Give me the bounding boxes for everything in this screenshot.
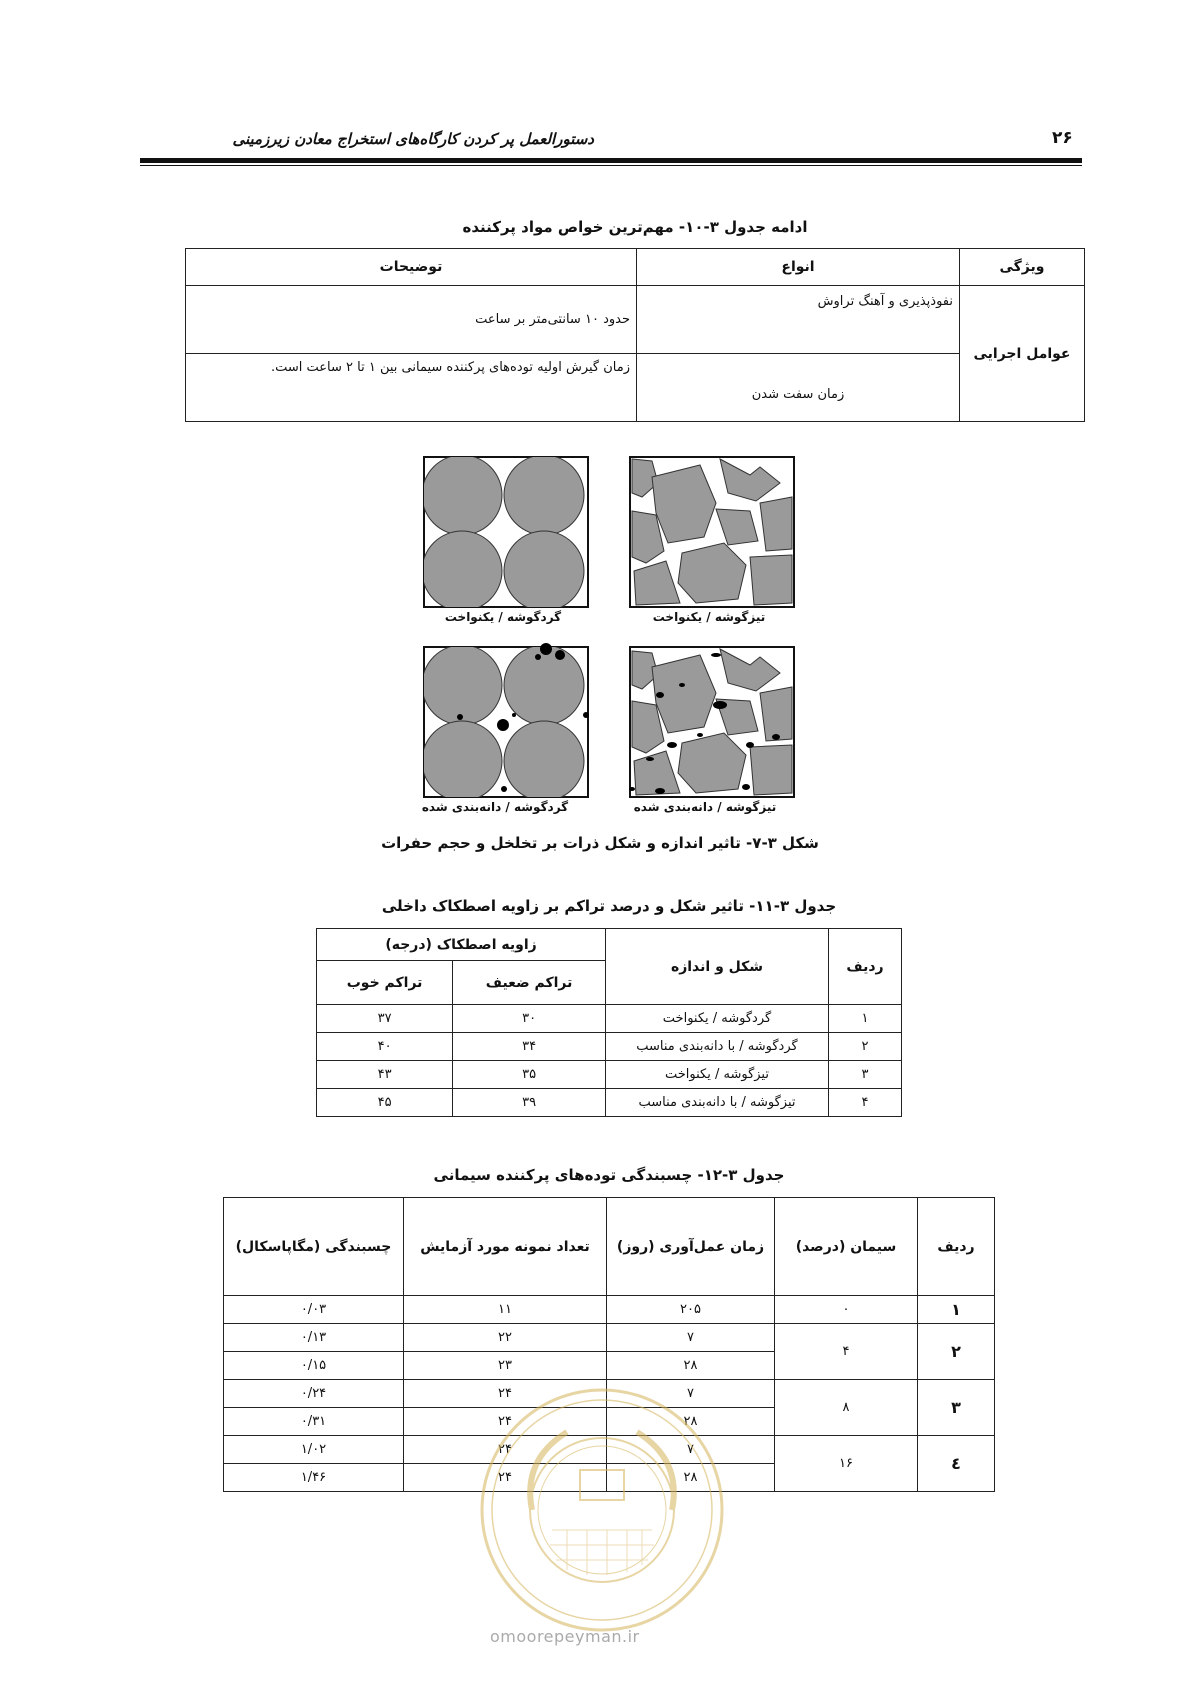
table3-cell-row: ۳ (918, 1380, 995, 1436)
table3-cell-samples: ۲۲ (404, 1324, 607, 1352)
table2-cell-row: ۱ (829, 1005, 902, 1033)
table2-cell-row: ۳ (829, 1061, 902, 1089)
table3-cell-cure: ۷ (607, 1436, 775, 1464)
table2-header-row: ردیف (829, 929, 902, 1005)
table3-cell-cure: ۷ (607, 1380, 775, 1408)
table1 (185, 248, 1085, 422)
header-rule-thick (140, 158, 1082, 163)
rounded-graded-panel (422, 643, 589, 801)
table2-cell-row: ۲ (829, 1033, 902, 1061)
figure-label-angular-graded: تیزگوشه / دانه‌بندی شده (633, 800, 777, 814)
table3-cell-cure: ۲۰۵ (607, 1296, 775, 1324)
table2-cell-good: ۴۳ (317, 1061, 453, 1089)
table1-desc: حدود ۱۰ سانتی‌متر بر ساعت (186, 286, 637, 354)
table3-cell-samples: ۲۳ (404, 1352, 607, 1380)
figure-caption: شکل ۳-۷- تاثیر اندازه و شکل ذرات بر تخلخل و حجم حفرات (381, 834, 819, 852)
table2-cell-weak: ۳۴ (453, 1033, 606, 1061)
angular-uniform-panel (630, 457, 794, 607)
figure-label-rounded-graded: گردگوشه / دانه‌بندی شده (421, 800, 569, 814)
table1-type: زمان سفت شدن (637, 354, 960, 422)
table2-header-good: تراکم خوب (317, 961, 453, 1005)
header-rule-thin (140, 165, 1082, 166)
table3-header-samples: تعداد نمونه مورد آزمایش (404, 1198, 607, 1296)
table3-cell-row: ۱ (918, 1296, 995, 1324)
table1-header-types: انواع (637, 249, 960, 286)
table2-cell-shape: تیزگوشه / یکنواخت (606, 1061, 829, 1089)
table1-desc: زمان گیرش اولیه توده‌های پرکننده سیمانی بین ۱ تا ۲ ساعت است. (186, 354, 637, 422)
table-row (317, 1033, 902, 1061)
table3-cell-samples: ۲۴ (404, 1408, 607, 1436)
watermark-seal-icon (472, 1380, 732, 1640)
table2-cell-good: ۴۰ (317, 1033, 453, 1061)
table3-cell-samples: ۲۴ (404, 1464, 607, 1492)
table-row (317, 1061, 902, 1089)
table1-group-label: عوامل اجرایی (960, 286, 1085, 422)
table2-caption: جدول ۳-۱۱- تاثیر شکل و درصد تراکم بر زاویه اصطکاک داخلی (381, 897, 837, 915)
table2-header-shape: شکل و اندازه (606, 929, 829, 1005)
table3-cell-samples: ۲۴ (404, 1380, 607, 1408)
table2-cell-good: ۴۵ (317, 1089, 453, 1117)
table2-cell-weak: ۳۵ (453, 1061, 606, 1089)
table3-cell-cohesion: ۰/۱۳ (224, 1324, 404, 1352)
table1-caption: ادامه جدول ۳-۱۰- مهم‌ترین خواص مواد پرکننده (462, 218, 808, 236)
table3-cell-cement: ۸ (775, 1380, 918, 1436)
table2-cell-row: ۴ (829, 1089, 902, 1117)
table-row (224, 1296, 995, 1324)
watermark-site: omoorepeyman.ir (490, 1627, 640, 1646)
table2-cell-weak: ۳۹ (453, 1089, 606, 1117)
table3-cell-cohesion: ۰/۳۱ (224, 1408, 404, 1436)
table-row (317, 1005, 902, 1033)
table3-cell-cure: ۲۸ (607, 1464, 775, 1492)
table1-type: نفوذپذیری و آهنگ تراوش (637, 286, 960, 354)
figure-label-rounded-uniform: گردگوشه / یکنواخت (444, 610, 562, 624)
table3-header-cement: سیمان (درصد) (775, 1198, 918, 1296)
table3-cell-cohesion: ۰/۱۵ (224, 1352, 404, 1380)
table-row (224, 1324, 995, 1352)
table1-header-desc: توضیحات (186, 249, 637, 286)
table3-cell-row: ٤ (918, 1436, 995, 1492)
table1-header-property: ویژگی (960, 249, 1085, 286)
table3-header-cure: زمان عمل‌آوری (روز) (607, 1198, 775, 1296)
table2-cell-shape: گردگوشه / با دانه‌بندی مناسب (606, 1033, 829, 1061)
angular-graded-panel (629, 647, 794, 797)
table3-cell-cure: ۲۸ (607, 1408, 775, 1436)
running-header-title: دستورالعمل پر کردن کارگاه‌های استخراج معادن زیرزمینی (232, 130, 594, 148)
table3-cell-cohesion: ۰/۰۳ (224, 1296, 404, 1324)
table3-cell-cure: ۷ (607, 1324, 775, 1352)
page-number: ۲۶ (1052, 128, 1073, 148)
table3-cell-cohesion: ۱/۴۶ (224, 1464, 404, 1492)
table3-cell-row: ۲ (918, 1324, 995, 1380)
table3-cell-cure: ۲۸ (607, 1352, 775, 1380)
table3-cell-cohesion: ۱/۰۲ (224, 1436, 404, 1464)
figure-label-angular-uniform: تیزگوشه / یکنواخت (652, 610, 766, 624)
table3-cell-samples: ۲۴ (404, 1436, 607, 1464)
particle-packing-figure (420, 453, 800, 815)
table-row (317, 1089, 902, 1117)
table2-header-angle: زاویه اصطکاک (درجه) (317, 929, 606, 961)
table2-cell-good: ۳۷ (317, 1005, 453, 1033)
table2-cell-shape: گردگوشه / یکنواخت (606, 1005, 829, 1033)
table3-header-row: ردیف (918, 1198, 995, 1296)
table3-cell-cement: ۱۶ (775, 1436, 918, 1492)
table2-header-weak: تراکم ضعیف (453, 961, 606, 1005)
table3-cell-cement: ۴ (775, 1324, 918, 1380)
table3-cell-cohesion: ۰/۲۴ (224, 1380, 404, 1408)
table3-header-cohesion: چسبندگی (مگاپاسکال) (224, 1198, 404, 1296)
rounded-uniform-panel (422, 455, 588, 611)
table2-cell-weak: ۳۰ (453, 1005, 606, 1033)
table3-cell-samples: ۱۱ (404, 1296, 607, 1324)
table2 (316, 928, 902, 1117)
table2-cell-shape: تیزگوشه / با دانه‌بندی مناسب (606, 1089, 829, 1117)
table3-cell-cement: ۰ (775, 1296, 918, 1324)
table3-caption: جدول ۳-۱۲- چسبندگی توده‌های پرکننده سیمانی (433, 1166, 785, 1184)
